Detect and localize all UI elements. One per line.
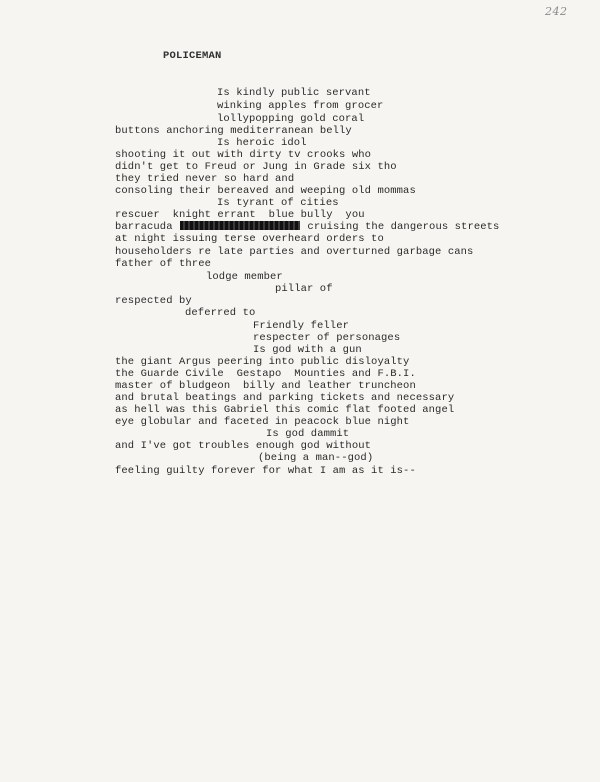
poem-line: Is heroic idol: [217, 137, 307, 149]
poem-line: didn't get to Freud or Jung in Grade six tho: [115, 161, 397, 173]
poem-line: the Guarde Civile Gestapo Mounties and F.B.I.: [115, 368, 416, 380]
poem-line: (being a man--god): [258, 452, 374, 464]
poem-line: consoling their bereaved and weeping old mommas: [115, 185, 416, 197]
poem-line: Is kindly public servant: [217, 87, 371, 99]
poem-line: lodge member: [206, 271, 283, 283]
poem-line: householders re late parties and overturned garbage cans: [115, 246, 474, 258]
poem-line: Is god dammit: [266, 428, 350, 440]
poem-line-end: cruising the dangerous streets: [307, 221, 500, 233]
poem-line: Friendly feller: [253, 320, 350, 332]
poem-line: father of three: [115, 258, 212, 270]
poem-line: at night issuing terse overheard orders to: [115, 233, 384, 245]
poem-line: the giant Argus peering into public disloyalty: [115, 356, 410, 368]
poem-line: Is tyrant of cities: [217, 197, 339, 209]
poem-line: and brutal beatings and parking tickets and necessary: [115, 392, 455, 404]
poem-line: respecter of personages: [253, 332, 401, 344]
poem-line: rescuer knight errant blue bully you: [115, 209, 365, 221]
poem-line: winking apples from grocer: [217, 100, 384, 112]
typed-strikeout: [180, 221, 300, 230]
poem-line-barracuda: [115, 221, 499, 233]
poem-line: Is god with a gun: [253, 344, 362, 356]
poem-line: and I've got troubles enough god without: [115, 440, 372, 452]
poem-line: lollypopping gold coral: [217, 113, 365, 125]
poem-line: deferred to: [185, 307, 256, 319]
poem-line-start: barracuda: [115, 221, 173, 233]
poem-line: shooting it out with dirty tv crooks who: [115, 149, 372, 161]
page-number: 242: [545, 5, 568, 18]
poem-line: master of bludgeon billy and leather truncheon: [115, 380, 416, 392]
poem-line: feeling guilty forever for what I am as it is--: [115, 465, 416, 477]
poem-line: eye globular and faceted in peacock blue night: [115, 416, 410, 428]
poem-line: respected by: [115, 295, 192, 307]
poem-line: buttons anchoring mediterranean belly: [115, 125, 352, 137]
poem-line: pillar of: [275, 283, 333, 295]
poem-line: as hell was this Gabriel this comic flat footed angel: [115, 404, 455, 416]
poem-line: they tried never so hard and: [115, 173, 295, 185]
poem-title: POLICEMAN: [163, 50, 222, 62]
